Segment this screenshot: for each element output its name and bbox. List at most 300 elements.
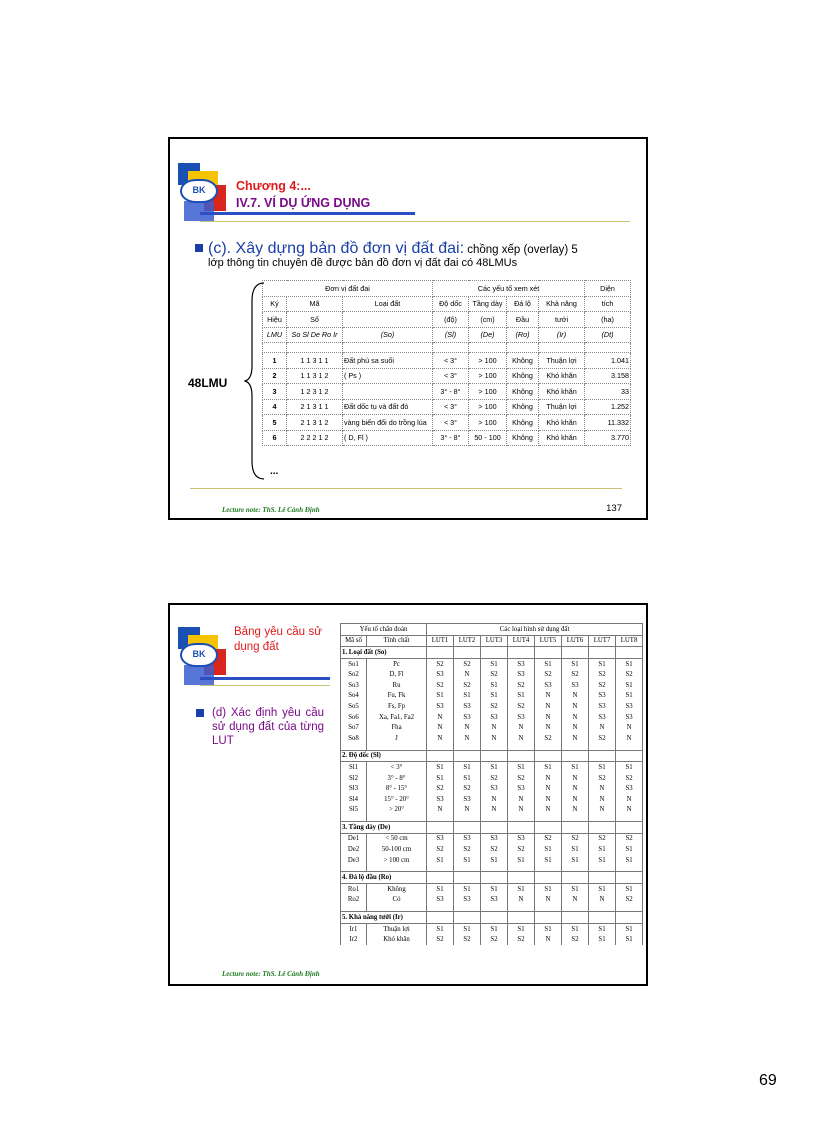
title-rule — [200, 221, 630, 222]
table-cell: Không — [507, 384, 539, 400]
logo-text: BK — [180, 179, 218, 203]
table-cell: S3 — [589, 691, 616, 702]
header-cell: (De) — [469, 327, 507, 343]
table-cell: S3 — [427, 701, 454, 712]
table-cell: ( Ps ) — [343, 368, 433, 384]
header-cell: (Dt) — [585, 327, 631, 343]
table-cell: S2 — [481, 773, 508, 784]
table-cell: N — [535, 783, 562, 794]
table-cell: S2 — [427, 658, 454, 669]
slide-137 — [168, 137, 648, 520]
table-cell: N — [535, 712, 562, 723]
table-cell: 1.041 — [585, 353, 631, 369]
section-row — [341, 647, 643, 659]
table-row — [341, 855, 643, 866]
table-cell: 15° - 20° — [367, 794, 427, 805]
section-title: 1. Loại đất (So) — [341, 647, 427, 659]
table-cell: S1 — [535, 855, 562, 866]
header-cell: Ký — [263, 296, 287, 312]
table-cell: N — [562, 701, 589, 712]
header-cell: LUT7 — [589, 635, 616, 647]
table-cell: > 100 — [469, 415, 507, 431]
table-cell: N — [508, 794, 535, 805]
table-cell: S1 — [562, 844, 589, 855]
table-cell: So7 — [341, 722, 367, 733]
table-cell: Sl3 — [341, 783, 367, 794]
table-cell: S1 — [535, 923, 562, 934]
table-cell: 2 — [263, 368, 287, 384]
section-row — [341, 912, 643, 924]
table-cell: 4 — [263, 399, 287, 415]
table-cell: 3 — [263, 384, 287, 400]
table-cell: S1 — [427, 923, 454, 934]
table-cell: S2 — [589, 733, 616, 744]
table-cell: vàng biến đổi do trồng lúa — [343, 415, 433, 431]
table-cell: S2 — [454, 844, 481, 855]
table-cell: N — [535, 805, 562, 816]
table-cell: 50-100 cm — [367, 844, 427, 855]
header-cell: Các yếu tố xem xét — [433, 281, 585, 297]
table-cell: S1 — [454, 773, 481, 784]
slide-title: Bảng yêu cầu sử dụng đất — [234, 626, 322, 653]
table-cell: S1 — [481, 762, 508, 773]
table-cell: N — [616, 805, 643, 816]
bullet-heading-text: (c). Xây dựng bản đồ đơn vị đất đai: — [208, 240, 465, 257]
table-cell: Ru — [367, 680, 427, 691]
table-cell: N — [481, 805, 508, 816]
title-underline — [200, 212, 415, 215]
table-cell: Khó khăn — [367, 934, 427, 945]
table-cell: 1.252 — [585, 399, 631, 415]
table-cell: N — [508, 895, 535, 906]
table-cell: N — [589, 783, 616, 794]
table-cell: S1 — [481, 680, 508, 691]
table-cell: S1 — [481, 691, 508, 702]
header-cell: (cm) — [469, 312, 507, 328]
header-cell: (độ) — [433, 312, 469, 328]
section-title: IV.7. VÍ DỤ ỨNG DỤNG — [236, 196, 371, 210]
table-cell: S1 — [616, 923, 643, 934]
table-cell: Không — [507, 368, 539, 384]
table-cell: N — [481, 722, 508, 733]
table-row — [263, 399, 631, 415]
table-cell: N — [427, 712, 454, 723]
footer-rule — [190, 488, 622, 489]
header-cell: LUT4 — [508, 635, 535, 647]
table-row — [341, 773, 643, 784]
table-cell: N — [589, 794, 616, 805]
table-cell: N — [535, 794, 562, 805]
table-row — [341, 934, 643, 945]
table-cell: S1 — [616, 934, 643, 945]
table-cell: S2 — [427, 680, 454, 691]
table-cell: Sl5 — [341, 805, 367, 816]
table-cell: > 100 cm — [367, 855, 427, 866]
table-header-row — [263, 312, 631, 328]
table-row — [341, 884, 643, 895]
header-cell: Các loại hình sử dụng đất — [427, 624, 643, 636]
table-cell: N — [427, 722, 454, 733]
table-cell: 3° - 8° — [367, 773, 427, 784]
table-cell: S2 — [616, 833, 643, 844]
table-cell: 2 2 2 1 2 — [287, 430, 343, 446]
table-cell: 8° - 15° — [367, 783, 427, 794]
table-cell: S3 — [454, 712, 481, 723]
table-cell: N — [562, 895, 589, 906]
table-cell: S1 — [535, 762, 562, 773]
header-cell: LUT6 — [562, 635, 589, 647]
header-cell: LUT8 — [616, 635, 643, 647]
table-cell: Fs, Fp — [367, 701, 427, 712]
table-cell: S2 — [589, 680, 616, 691]
table-cell: S3 — [427, 895, 454, 906]
lmu-table-body — [263, 353, 631, 446]
table-cell: N — [562, 805, 589, 816]
table-cell: S1 — [589, 923, 616, 934]
table-cell: 6 — [263, 430, 287, 446]
table-cell: S2 — [562, 833, 589, 844]
table-cell: S2 — [562, 669, 589, 680]
table-cell: S1 — [562, 884, 589, 895]
table-cell: < 50 cm — [367, 833, 427, 844]
table-cell: S3 — [508, 658, 535, 669]
table-cell: 3° - 8° — [433, 384, 469, 400]
table-cell: So3 — [341, 680, 367, 691]
table-cell: N — [454, 805, 481, 816]
table-cell: S1 — [562, 923, 589, 934]
header-cell: Loại đất — [343, 296, 433, 312]
table-cell: S3 — [427, 794, 454, 805]
header-cell: Tầng dày — [469, 296, 507, 312]
table-row — [263, 353, 631, 369]
table-cell: S2 — [589, 669, 616, 680]
table-cell: S3 — [481, 833, 508, 844]
table-cell: Ro2 — [341, 895, 367, 906]
table-cell: S1 — [454, 691, 481, 702]
table-cell: S3 — [454, 833, 481, 844]
table-cell: > 100 — [469, 384, 507, 400]
header-cell: Mã — [287, 296, 343, 312]
table-cell: Thuận lợi — [539, 399, 585, 415]
table-cell: N — [562, 712, 589, 723]
table-cell: S2 — [454, 658, 481, 669]
table-cell: So8 — [341, 733, 367, 744]
table-row — [341, 783, 643, 794]
table-row — [341, 844, 643, 855]
table-cell: S2 — [508, 844, 535, 855]
header-cell: tưới — [539, 312, 585, 328]
table-cell: S2 — [481, 844, 508, 855]
lecture-footer: Lecture note: ThS. Lê Cảnh Định — [222, 970, 320, 978]
table-cell: S3 — [454, 895, 481, 906]
table-cell — [343, 384, 433, 400]
header-cell: Tính chất — [367, 635, 427, 647]
table-cell: N — [508, 805, 535, 816]
header-cell: LUT1 — [427, 635, 454, 647]
table-cell: S1 — [454, 923, 481, 934]
table-cell: S1 — [427, 773, 454, 784]
table-cell: 1 1 3 1 2 — [287, 368, 343, 384]
table-cell: Sl2 — [341, 773, 367, 784]
table-cell: S1 — [535, 844, 562, 855]
table-cell: S2 — [535, 833, 562, 844]
table-header-row — [341, 635, 643, 647]
header-cell: Độ dốc — [433, 296, 469, 312]
table-cell: S2 — [481, 669, 508, 680]
table-cell: S1 — [616, 855, 643, 866]
table-cell: S2 — [508, 773, 535, 784]
header-cell: LMU — [263, 327, 287, 343]
table-cell: S1 — [454, 884, 481, 895]
table-cell: Khó khăn — [539, 384, 585, 400]
logo-text: BK — [180, 643, 218, 667]
table-cell: S3 — [481, 783, 508, 794]
title-underline — [200, 677, 330, 680]
table-cell: S1 — [616, 844, 643, 855]
table-cell: S2 — [508, 680, 535, 691]
table-cell: Không — [507, 415, 539, 431]
table-cell: S1 — [427, 855, 454, 866]
table-row — [263, 384, 631, 400]
table-cell: S1 — [481, 884, 508, 895]
table-cell: < 3° — [433, 415, 469, 431]
header-cell: Mã số — [341, 635, 367, 647]
table-cell: N — [427, 805, 454, 816]
section-title: 5. Khả năng tưới (Ir) — [341, 912, 427, 924]
table-cell: N — [616, 794, 643, 805]
table-row — [263, 430, 631, 446]
document-page-number: 69 — [759, 1072, 777, 1089]
table-cell: So2 — [341, 669, 367, 680]
table-cell: S1 — [427, 884, 454, 895]
chapter-title: Chương 4:... — [236, 179, 311, 193]
table-cell: N — [616, 722, 643, 733]
table-cell: Ir2 — [341, 934, 367, 945]
header-cell: Số — [287, 312, 343, 328]
table-cell: S1 — [616, 658, 643, 669]
table-cell: S2 — [454, 783, 481, 794]
table-cell: < 3° — [367, 762, 427, 773]
table-row — [341, 794, 643, 805]
table-row — [341, 805, 643, 816]
table-cell: S2 — [481, 934, 508, 945]
table-cell: S1 — [616, 762, 643, 773]
slide-land-use-requirements — [168, 603, 648, 986]
table-cell: Đất phù sa suối — [343, 353, 433, 369]
table-cell: S1 — [616, 691, 643, 702]
header-cell: Hiệu — [263, 312, 287, 328]
header-cell: Đá lộ — [507, 296, 539, 312]
table-cell: > 100 — [469, 353, 507, 369]
section-title: 4. Đá lộ đầu (Ro) — [341, 872, 427, 884]
table-cell: N — [562, 773, 589, 784]
table-cell: S2 — [589, 833, 616, 844]
table-cell: S3 — [508, 669, 535, 680]
table-cell: S2 — [454, 934, 481, 945]
header-cell: (ha) — [585, 312, 631, 328]
table-cell: 3° - 8° — [433, 430, 469, 446]
table-cell: S3 — [589, 701, 616, 712]
table-cell: S3 — [454, 701, 481, 712]
header-cell: LUT2 — [454, 635, 481, 647]
table-cell: S2 — [454, 680, 481, 691]
table-cell: S1 — [508, 855, 535, 866]
header-cell: Diện — [585, 281, 631, 297]
table-row — [263, 415, 631, 431]
table-cell: S1 — [562, 762, 589, 773]
table-cell: Khó khăn — [539, 415, 585, 431]
requirements-table-body — [341, 647, 643, 945]
section-title: 3. Tầng dày (De) — [341, 822, 427, 834]
header-cell: (Ir) — [539, 327, 585, 343]
table-cell: S2 — [616, 669, 643, 680]
table-row — [341, 722, 643, 733]
table-cell: De1 — [341, 833, 367, 844]
table-header-row — [263, 281, 631, 297]
table-cell: S2 — [508, 934, 535, 945]
table-cell: De2 — [341, 844, 367, 855]
section-row — [341, 750, 643, 762]
header-cell: (Sl) — [433, 327, 469, 343]
table-cell: > 100 — [469, 368, 507, 384]
table-cell: J — [367, 733, 427, 744]
table-cell: Khó khăn — [539, 430, 585, 446]
table-cell: S1 — [427, 762, 454, 773]
table-cell: Đất dốc tụ và đất đỏ — [343, 399, 433, 415]
table-cell: S1 — [481, 923, 508, 934]
table-cell: S1 — [454, 762, 481, 773]
title-rule — [200, 685, 330, 686]
table-cell: S1 — [508, 762, 535, 773]
table-cell: Thuận lợi — [539, 353, 585, 369]
table-cell: S1 — [508, 884, 535, 895]
table-cell: N — [589, 895, 616, 906]
table-cell: S3 — [508, 712, 535, 723]
table-cell: S1 — [535, 884, 562, 895]
header-cell: tích — [585, 296, 631, 312]
table-cell: S1 — [589, 934, 616, 945]
table-cell: D, Fl — [367, 669, 427, 680]
table-cell: S1 — [616, 680, 643, 691]
bullet-icon — [195, 244, 203, 252]
table-cell: S3 — [508, 783, 535, 794]
table-row — [341, 712, 643, 723]
table-cell: S1 — [589, 844, 616, 855]
table-cell: S3 — [454, 794, 481, 805]
table-row — [341, 680, 643, 691]
table-cell: S1 — [454, 855, 481, 866]
table-cell: S3 — [481, 712, 508, 723]
table-row — [341, 923, 643, 934]
table-cell: Pc — [367, 658, 427, 669]
table-cell: N — [562, 691, 589, 702]
table-cell: S1 — [481, 658, 508, 669]
table-cell: Xa, Fa1, Fa2 — [367, 712, 427, 723]
requirements-table — [340, 623, 643, 945]
table-cell: Khó khăn — [539, 368, 585, 384]
table-cell: S2 — [616, 773, 643, 784]
table-row — [341, 701, 643, 712]
table-cell: S2 — [427, 934, 454, 945]
table-cell: S2 — [535, 733, 562, 744]
table-cell: S1 — [508, 691, 535, 702]
table-cell: De3 — [341, 855, 367, 866]
table-cell: Không — [367, 884, 427, 895]
table-cell: > 100 — [469, 399, 507, 415]
table-cell: 11.332 — [585, 415, 631, 431]
table-cell: N — [562, 783, 589, 794]
table-cell: S2 — [535, 669, 562, 680]
table-cell: S2 — [589, 773, 616, 784]
table-cell: N — [589, 805, 616, 816]
table-cell: N — [535, 895, 562, 906]
table-header-row — [263, 296, 631, 312]
table-cell: S2 — [508, 701, 535, 712]
table-cell: S2 — [562, 934, 589, 945]
table-cell: S2 — [481, 701, 508, 712]
table-cell: Không — [507, 353, 539, 369]
table-cell: N — [427, 733, 454, 744]
header-cell — [343, 312, 433, 328]
table-cell: N — [481, 733, 508, 744]
more-rows-ellipsis: ... — [270, 466, 279, 477]
table-cell: N — [454, 722, 481, 733]
table-cell: S2 — [616, 895, 643, 906]
table-cell: S3 — [427, 833, 454, 844]
table-cell: N — [508, 733, 535, 744]
table-cell: Fha — [367, 722, 427, 733]
table-cell: S1 — [589, 884, 616, 895]
table-cell: N — [535, 773, 562, 784]
bullet-text: (d) Xác định yêu cầu sử dụng đất của từng LUT — [212, 707, 324, 747]
table-cell: N — [535, 722, 562, 733]
section-title: 2. Độ dốc (Sl) — [341, 750, 427, 762]
table-cell: Thuận lợi — [367, 923, 427, 934]
table-cell: Không — [507, 430, 539, 446]
table-cell: 1 1 3 1 1 — [287, 353, 343, 369]
header-cell: Khả năng — [539, 296, 585, 312]
table-row — [341, 733, 643, 744]
table-cell: 1 — [263, 353, 287, 369]
table-cell: N — [454, 669, 481, 680]
table-cell: S3 — [535, 680, 562, 691]
table-cell: S1 — [508, 923, 535, 934]
table-cell: 1 2 3 1 2 — [287, 384, 343, 400]
table-cell: < 3° — [433, 353, 469, 369]
bullet-icon — [196, 709, 204, 717]
table-cell: S2 — [427, 844, 454, 855]
table-row — [341, 833, 643, 844]
table-cell: N — [508, 722, 535, 733]
table-row — [341, 895, 643, 906]
table-row — [341, 669, 643, 680]
header-cell: LUT5 — [535, 635, 562, 647]
table-cell: 5 — [263, 415, 287, 431]
table-cell: N — [589, 722, 616, 733]
table-cell: S2 — [427, 783, 454, 794]
table-cell: S1 — [589, 855, 616, 866]
table-cell: S3 — [616, 701, 643, 712]
table-cell: S3 — [508, 833, 535, 844]
section-row — [341, 822, 643, 834]
table-cell: Ir1 — [341, 923, 367, 934]
table-cell: N — [562, 722, 589, 733]
table-cell: < 3° — [433, 399, 469, 415]
table-cell: So4 — [341, 691, 367, 702]
table-cell: N — [616, 733, 643, 744]
header-cell: (Ro) — [507, 327, 539, 343]
table-row — [263, 368, 631, 384]
